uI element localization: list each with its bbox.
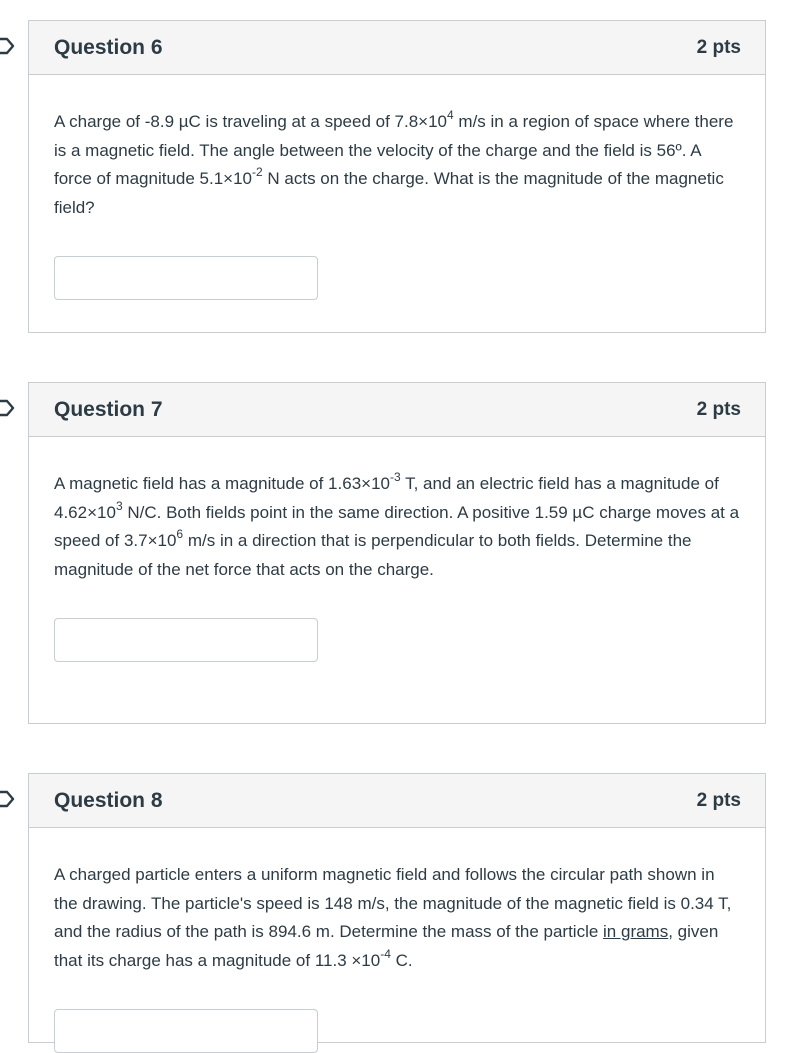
question-title: Question 6 [54, 35, 163, 59]
flag-outline-icon[interactable] [0, 790, 16, 808]
question-points: 2 pts [696, 36, 741, 58]
question-header [29, 21, 765, 75]
question-title: Question 8 [54, 788, 163, 812]
question-title: Question 7 [54, 397, 163, 421]
question-header [29, 383, 765, 437]
question-text: A charge of -8.9 µC is traveling at a speed of $7.8\times 10^4$ m/s in a region of space where there is a magnetic field. The angle between the velocity of the charge and the field is 56º. A force of magnitude $5.1\times 10^{-2}$ N acts on the charge. What is the magnitude of the magnetic field? [29, 75, 765, 300]
question-6 [28, 20, 766, 333]
flag-outline-icon[interactable] [0, 399, 16, 417]
answer-input[interactable] [54, 256, 318, 300]
question-text: A magnetic field has a magnitude of $1.63\times 10^{-3}$ T, and an electric field has a magnitude of $4.62\times 10^3$ N/C. Both fields point in the same direction. A positive 1.59 µC charge moves at a speed of $3.7\times 10^6$ m/s in a direction that is perpendicular to both fields. Determine the magnitude of the net force that acts on the charge. [29, 437, 765, 662]
flag-outline-icon[interactable] [0, 37, 16, 55]
question-points: 2 pts [696, 398, 741, 420]
question-text: A charged particle enters a uniform magnetic field and follows the circular path shown in the drawing. The particle's speed is 148 m/s, the magnitude of the magnetic field is 0.34 T, and the radius of the path is 894.6 m. Determine the mass of the particle in grams, given that its charge has a magnitude of $11.3 \times 10^{-4}$ C. [29, 828, 765, 1053]
question-7 [28, 382, 766, 724]
answer-input[interactable] [54, 618, 318, 662]
emphasis-in-grams: in grams [603, 922, 669, 941]
answer-input[interactable] [54, 1009, 318, 1053]
question-header [29, 774, 765, 828]
question-8 [28, 773, 766, 1043]
question-points: 2 pts [696, 789, 741, 811]
